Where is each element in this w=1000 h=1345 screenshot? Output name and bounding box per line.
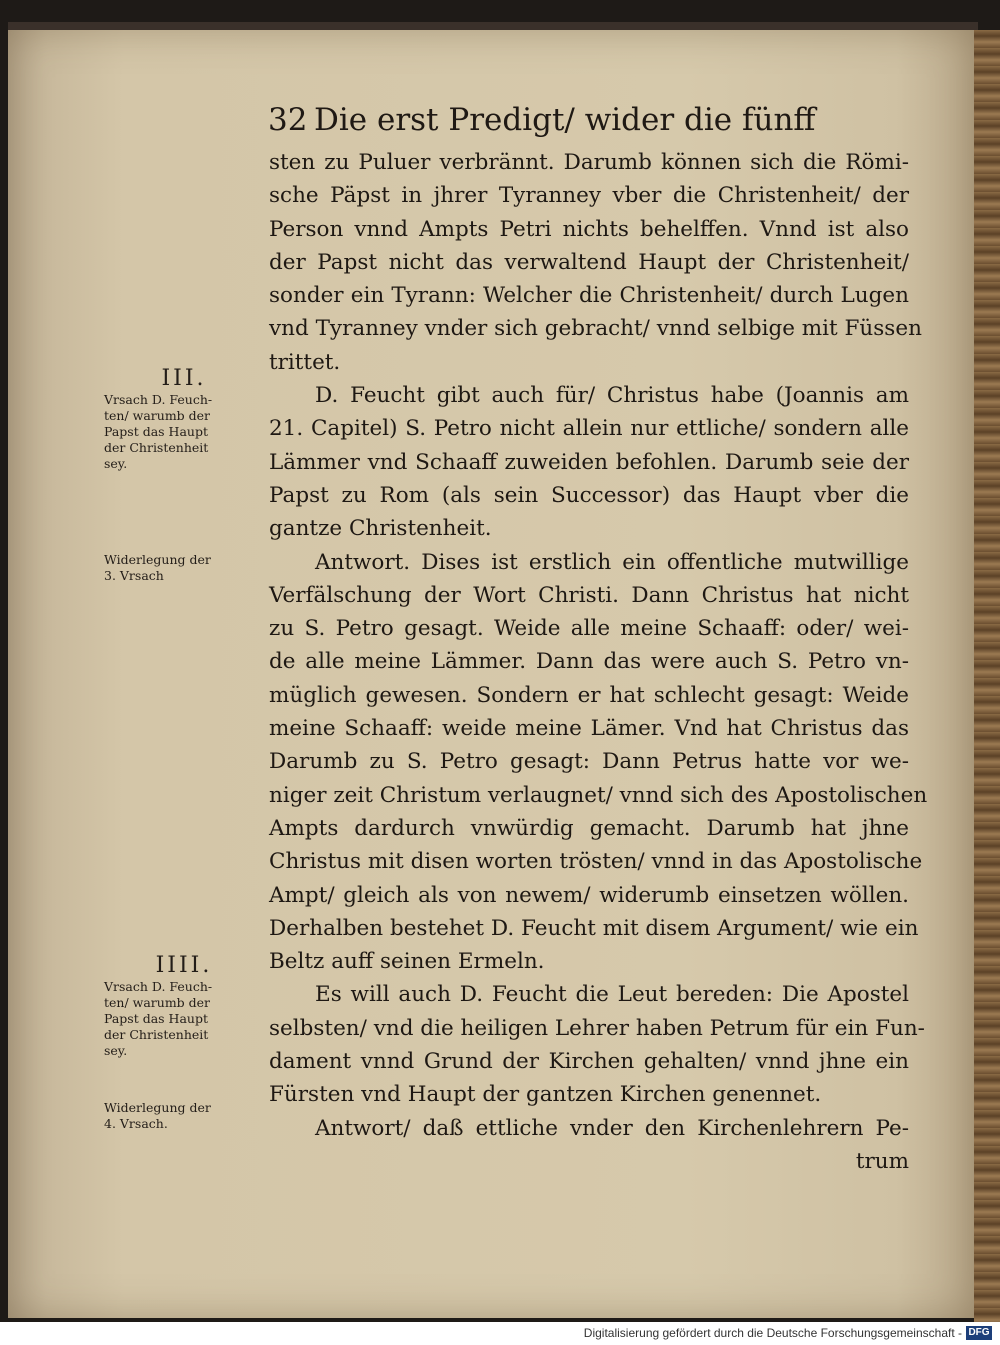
text-line: Christus mit disen worten trösten/ vnnd in das Apostolische [269, 849, 923, 875]
text-line: Verfälschung der Wort Christi. Dann Christus hat nicht [269, 582, 909, 608]
running-head-title: Die erst Predigt/ wider die fünff [314, 102, 816, 138]
text-line: trittet. [269, 349, 341, 375]
text-line: Ampt/ gleich als von newem/ widerumb einsetzen wöllen. [269, 882, 909, 908]
margin-note-line: sey. [104, 456, 128, 471]
text-line: selbsten/ vnd die heiligen Lehrer haben Petrum für ein Fun- [269, 1015, 925, 1041]
text-line: 21. Capitel) S. Petro nicht allein nur ettliche/ sondern alle [269, 416, 909, 442]
margin-note-line: Papst das Haupt [104, 1011, 208, 1026]
margin-note-line: Widerlegung der [104, 1100, 211, 1115]
body-text [269, 146, 928, 1178]
text-line: niger zeit Christum verlaugnet/ vnnd sich des Apostolischen [269, 782, 928, 808]
margin-note-number: IIII. [155, 953, 213, 978]
text-line: Papst zu Rom (als sein Successor) das Haupt vber die [269, 482, 909, 508]
footer-bar [0, 1322, 1000, 1345]
text-line: D. Feucht gibt auch für/ Christus habe (Joannis am [315, 383, 909, 409]
dfg-logo-icon: DFG [966, 1326, 992, 1340]
margin-note [104, 953, 264, 1059]
text-line: sten zu Puluer verbrännt. Darumb können sich die Römi- [269, 150, 909, 175]
text-line: Antwort/ daß ettliche vnder den Kirchenlehrern Pe- [315, 1115, 909, 1141]
text-line: dament vnnd Grund der Kirchen gehalten/ vnnd jhne ein [269, 1049, 909, 1075]
book-fore-edge [974, 30, 1000, 1322]
text-line: Darumb zu S. Petro gesagt: Dann Petrus hatte vor we- [269, 749, 909, 775]
text-line: der Papst nicht das verwaltend Haupt der Christenheit/ [269, 249, 909, 275]
margin-note-line: der Christenheit [104, 1027, 209, 1042]
text-line: Beltz auff seinen Ermeln. [269, 949, 545, 975]
text-line: Antwort. Dises ist erstlich ein offentliche mutwillige [315, 549, 909, 575]
running-head [268, 102, 828, 138]
margin-note-line: Widerlegung der [104, 552, 211, 567]
margin-note-line: 3. Vrsach [104, 568, 164, 583]
text-line: Fürsten vnd Haupt der gantzen Kirchen genennet. [269, 1082, 822, 1108]
text-line: Person vnnd Ampts Petri nichts behelffen. Vnnd ist also [269, 216, 909, 242]
margin-note-line: ten/ warumb der [104, 408, 211, 423]
text-line: meine Schaaff: weide meine Lämer. Vnd hat Christus das [269, 716, 909, 742]
margin-note [104, 366, 264, 472]
margin-note [104, 552, 264, 584]
page-number: 32 [268, 102, 308, 138]
margin-note-line: ten/ warumb der [104, 995, 211, 1010]
text-line: Ampts dardurch vnwürdig gemacht. Darumb hat jhne [269, 815, 909, 841]
text-line: vnd Tyranney vnder sich gebracht/ vnnd selbige mit Füssen [269, 316, 922, 342]
margin-note-number: III. [161, 366, 207, 391]
text-line: sche Päpst in jhrer Tyranney vber die Christenheit/ der [269, 183, 909, 209]
text-line: gantze Christenheit. [269, 516, 492, 542]
text-line: Derhalben bestehet D. Feucht mit disem Argument/ wie ein [269, 915, 919, 941]
text-line: müglich gewesen. Sondern er hat schlecht gesagt: Weide [269, 682, 909, 708]
margin-note-line: 4. Vrsach. [104, 1116, 168, 1131]
margin-note-line: Papst das Haupt [104, 424, 208, 439]
text-line: Es will auch D. Feucht die Leut bereden: Die Apostel [315, 982, 909, 1008]
text-line: de alle meine Lämmer. Dann das were auch S. Petro vn- [269, 649, 909, 675]
funding-notice: Digitalisierung gefördert durch die Deutsche Forschungsgemeinschaft - [583, 1326, 962, 1340]
margin-note-line: Vrsach D. Feuch- [104, 979, 213, 994]
text-line: Lämmer vnd Schaaff zuweiden befohlen. Darumb seie der [269, 449, 909, 475]
margin-note-line: der Christenheit [104, 440, 209, 455]
text-line: sonder ein Tyrann: Welcher die Christenheit/ durch Lugen [269, 283, 909, 309]
catchword: trum [855, 1148, 909, 1174]
margin-note-line: sey. [104, 1043, 128, 1058]
margin-note-line: Vrsach D. Feuch- [104, 392, 213, 407]
margin-note [104, 1100, 264, 1132]
text-line: zu S. Petro gesagt. Weide alle meine Schaaff: oder/ wei- [269, 616, 909, 642]
